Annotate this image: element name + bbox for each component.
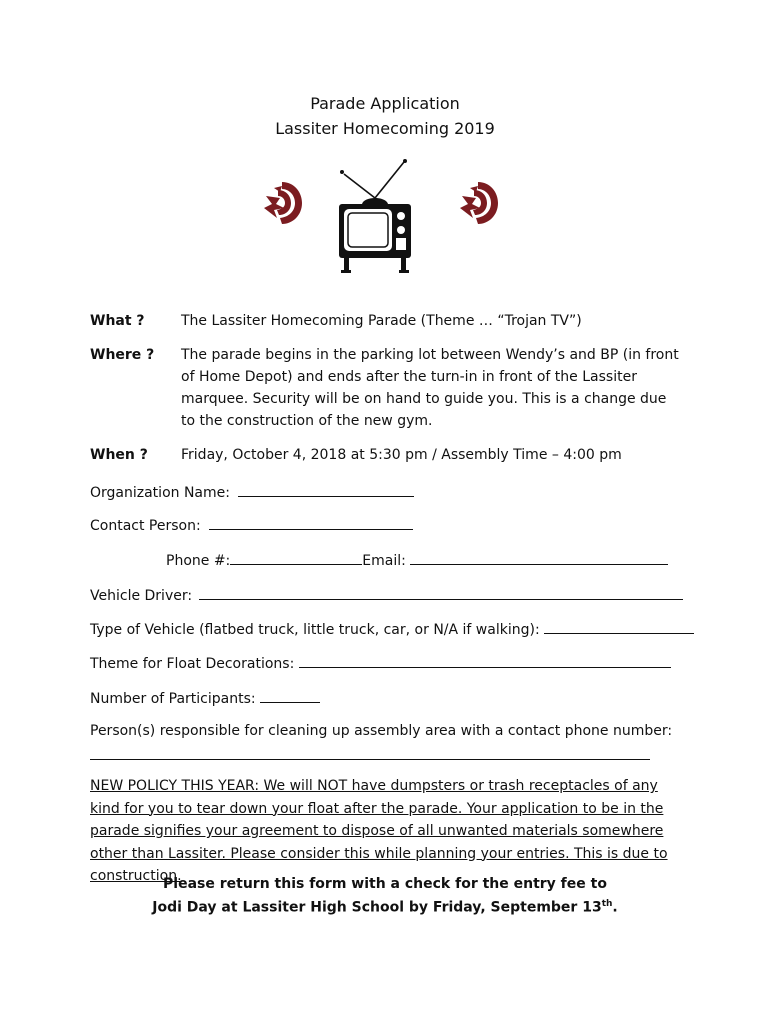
footer-line-1: Please return this form with a check for the entry fee to xyxy=(163,876,607,892)
when-value: Friday, October 4, 2018 at 5:30 pm / Assembly Time – 4:00 pm xyxy=(181,447,622,463)
vehicle-driver-field[interactable] xyxy=(199,583,683,600)
theme-decorations-row xyxy=(90,651,671,675)
phone-email-row xyxy=(166,548,668,572)
vehicle-driver-row xyxy=(90,583,683,607)
email-label: Email: xyxy=(362,553,406,569)
new-policy-notice: NEW POLICY THIS YEAR: We will NOT have dumpsters or trash receptacles of any kind for you to tear down your float after the parade. Your application to be in the parade signifies your agreement to dispose of all unwanted materials somewhere other than Lassiter. Please consider this while planning your entries. This is due to construction. xyxy=(90,778,668,884)
theme-decorations-field[interactable] xyxy=(299,651,671,668)
contact-person-label: Contact Person: xyxy=(90,518,201,534)
organization-name-row xyxy=(90,480,414,504)
footer-line-2-end: . xyxy=(612,899,618,916)
email-field[interactable] xyxy=(410,548,668,565)
vehicle-type-field[interactable] xyxy=(544,617,694,634)
organization-name-label: Organization Name: xyxy=(90,485,230,501)
what-label: What ? xyxy=(90,313,145,329)
contact-person-row xyxy=(90,513,413,537)
cleanup-label: Person(s) responsible for cleaning up assembly area with a contact phone number: xyxy=(90,723,673,739)
theme-decorations-label: Theme for Float Decorations: xyxy=(90,656,295,672)
cleanup-row xyxy=(90,720,672,742)
what-value: The Lassiter Homecoming Parade (Theme … “Trojan TV”) xyxy=(181,313,582,329)
trojan-helmet-icon xyxy=(258,178,306,228)
participants-label: Number of Participants: xyxy=(90,691,256,707)
vehicle-type-row xyxy=(90,617,694,641)
contact-person-field[interactable] xyxy=(209,513,413,530)
participants-row xyxy=(90,686,320,710)
document-subtitle: Lassiter Homecoming 2019 xyxy=(275,119,495,138)
footer-line-2 xyxy=(0,899,770,916)
participants-field[interactable] xyxy=(260,686,320,703)
where-label: Where ? xyxy=(90,347,155,363)
vehicle-driver-label: Vehicle Driver: xyxy=(90,588,193,604)
document-title: Parade Application xyxy=(310,94,460,113)
when-label: When ? xyxy=(90,447,148,463)
where-value: The parade begins in the parking lot between Wendy’s and BP (in front of Home Depot) and ends after the turn-in in front of the Lassiter marquee. Security will be on hand to guide you. This is a change due to the construction of the new gym. xyxy=(181,347,679,429)
footer-superscript: th xyxy=(601,899,613,909)
footer-line-2-text: Jodi Day at Lassiter High School by Friday, September 13 xyxy=(152,899,602,916)
phone-label: Phone #: xyxy=(166,553,231,569)
cleanup-field[interactable] xyxy=(90,759,650,760)
vehicle-type-label: Type of Vehicle (flatbed truck, little truck, car, or N/A if walking): xyxy=(90,622,540,638)
television-icon xyxy=(336,158,414,276)
trojan-helmet-icon xyxy=(454,178,502,228)
phone-field[interactable] xyxy=(230,548,362,565)
organization-name-field[interactable] xyxy=(238,480,414,497)
